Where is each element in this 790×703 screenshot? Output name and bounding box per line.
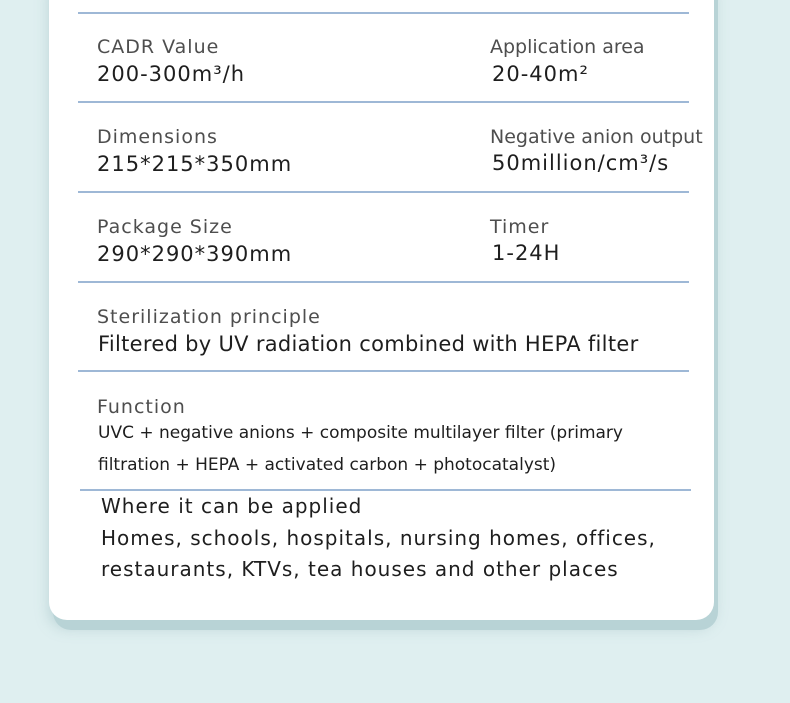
divider (78, 101, 689, 103)
application-area-label: Application area (490, 36, 645, 58)
divider (78, 281, 689, 283)
dimensions-value: 215*215*350mm (97, 152, 293, 176)
anion-output-label: Negative anion output (490, 126, 703, 148)
application-area-value: 20-40m² (492, 62, 589, 86)
package-size-label: Package Size (97, 216, 233, 238)
divider (78, 370, 689, 372)
function-value: UVC + negative anions + composite multilayer filter (primary filtration + HEPA + activated carbon + photocatalyst) (98, 423, 623, 475)
applied-value: Homes, schools, hospitals, nursing homes, offices, restaurants, KTVs, tea houses and other places (101, 526, 656, 581)
timer-label: Timer (490, 216, 550, 238)
cadr-label: CADR Value (97, 36, 220, 58)
dimensions-label: Dimensions (97, 126, 218, 148)
divider (80, 489, 691, 491)
function-label: Function (97, 396, 186, 418)
sterilization-label: Sterilization principle (97, 306, 321, 328)
sterilization-value: Filtered by UV radiation combined with HEPA filter (98, 332, 639, 356)
divider (78, 191, 689, 193)
package-size-value: 290*290*390mm (97, 242, 293, 266)
anion-output-value: 50million/cm³/s (492, 151, 670, 175)
applied-label: Where it can be applied (101, 494, 363, 518)
timer-value: 1-24H (492, 241, 561, 265)
cadr-value: 200-300m³/h (97, 62, 246, 86)
divider (78, 12, 689, 14)
